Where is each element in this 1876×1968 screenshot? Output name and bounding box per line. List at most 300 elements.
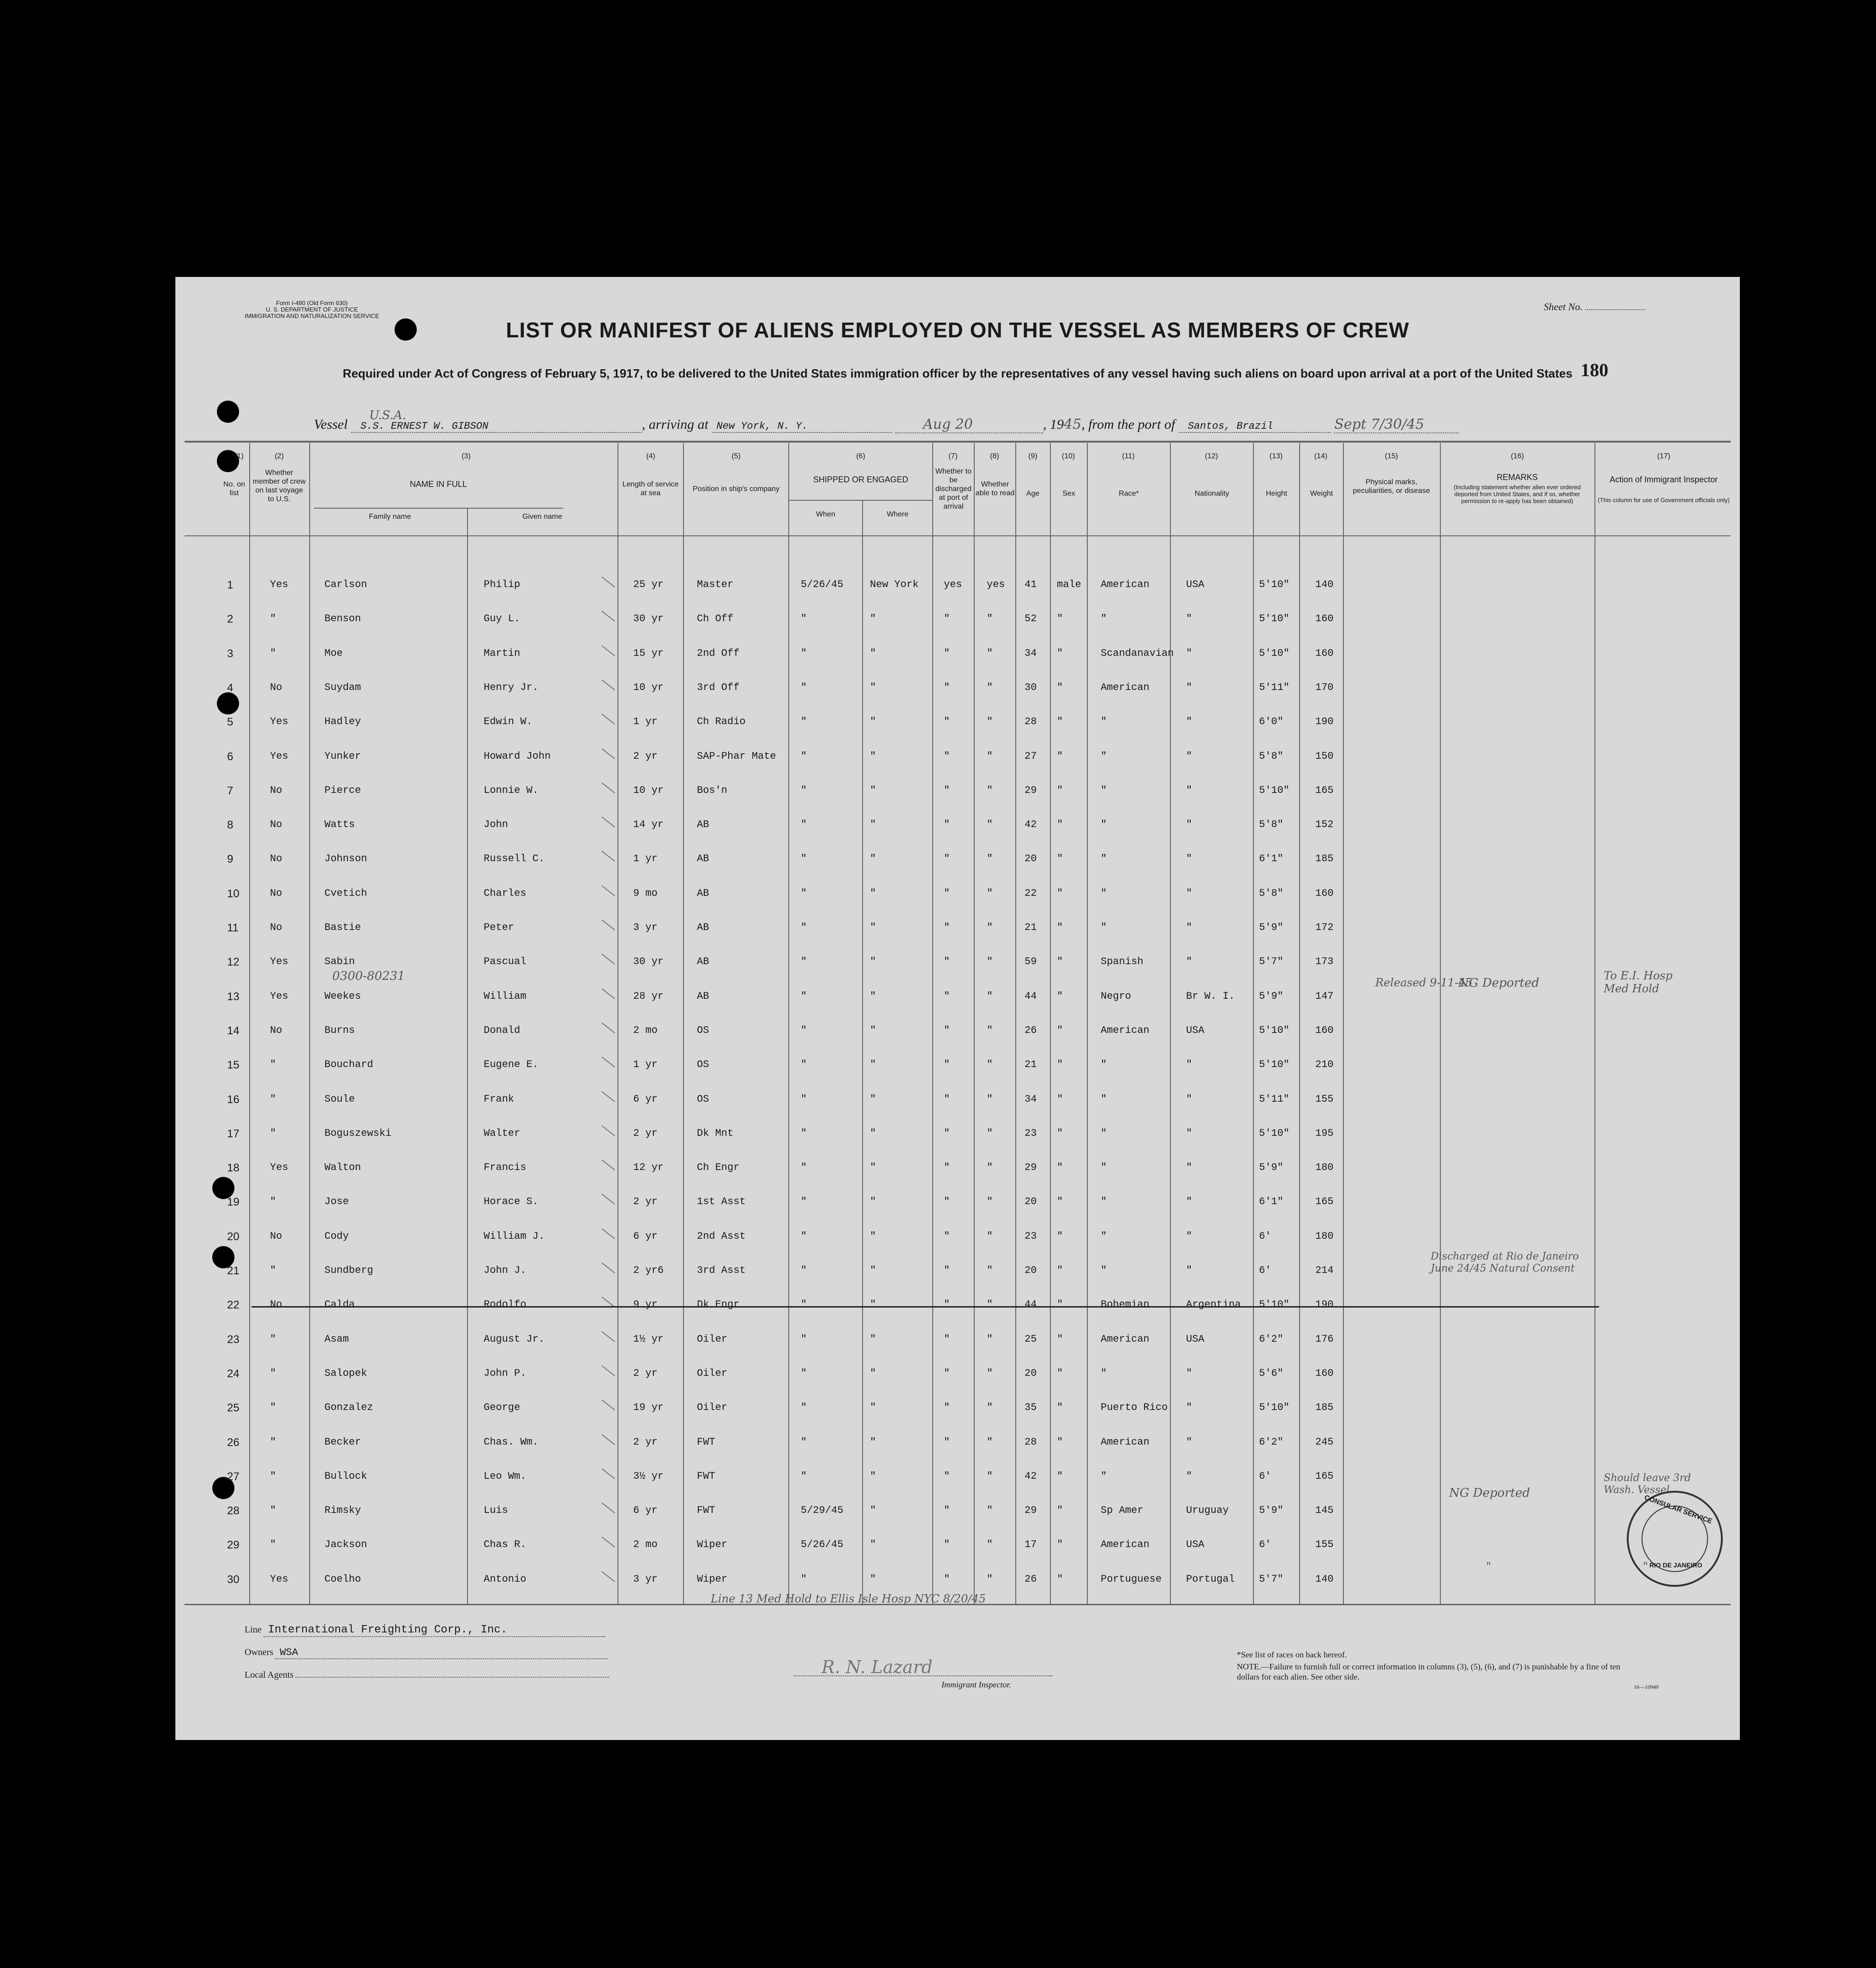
height-cell: 5'8": [1259, 750, 1283, 762]
height-cell: 5'7": [1259, 1573, 1283, 1585]
height-cell: 5'10": [1259, 613, 1290, 625]
last-voyage-cell: ": [270, 1333, 276, 1345]
given-name-cell: Charles: [484, 887, 527, 899]
row-number: 6: [227, 750, 234, 763]
check-mark: [601, 919, 615, 930]
last-voyage-cell: ": [270, 1093, 276, 1105]
family-name-cell: Benson: [324, 613, 361, 625]
position-cell: Oiler: [697, 1367, 728, 1379]
nationality-cell: ": [1186, 1265, 1193, 1276]
discharge-cell: ": [944, 1230, 950, 1242]
service-cell: 14 yr: [633, 819, 664, 831]
last-voyage-cell: ": [270, 1265, 276, 1276]
age-cell: 17: [1025, 1539, 1037, 1551]
row-number: 26: [227, 1436, 240, 1449]
race-cell: American: [1101, 1024, 1150, 1036]
race-cell: ": [1101, 1059, 1107, 1071]
shipped-where-cell: ": [870, 1024, 876, 1036]
discharge-cell: ": [944, 784, 950, 796]
last-voyage-cell: ": [270, 1470, 276, 1482]
shipped-when-cell: ": [801, 853, 807, 865]
table-row: [175, 568, 1740, 601]
check-mark: [601, 816, 615, 828]
sex-cell: ": [1057, 1402, 1063, 1414]
given-name-cell: William: [484, 990, 527, 1002]
read-cell: ": [987, 1196, 993, 1208]
requirement-text: Required under Act of Congress of February 5, 1917, to be delivered to the United States immigration officer by the representatives of any vessel having such aliens on board upon arrival at a port of the United States: [342, 366, 1573, 380]
height-cell: 6': [1259, 1470, 1271, 1482]
read-cell: ": [987, 922, 993, 933]
table-row: [175, 739, 1740, 773]
age-cell: 34: [1025, 647, 1037, 659]
race-cell: Puerto Rico: [1101, 1402, 1168, 1414]
footer-line: Line International Freighting Corp., Inc.: [245, 1624, 605, 1637]
race-cell: ": [1101, 853, 1107, 865]
family-name-cell: Hadley: [324, 716, 361, 728]
row-number: 2: [227, 613, 234, 626]
service-cell: 1 yr: [633, 1059, 658, 1071]
col-num: (7): [948, 452, 958, 460]
height-cell: 5'10": [1259, 1024, 1290, 1036]
family-name-cell: Burns: [324, 1024, 355, 1036]
service-cell: 2 yr: [633, 750, 658, 762]
shipped-when-cell: ": [801, 1367, 807, 1379]
height-cell: 6'0": [1259, 716, 1283, 728]
service-cell: 2 yr: [633, 1436, 658, 1448]
race-cell: ": [1101, 1196, 1107, 1208]
table-row: [175, 774, 1740, 807]
nationality-cell: USA: [1186, 579, 1205, 590]
departure-date: Sept 7/30/45: [1334, 416, 1459, 433]
row-number: 27: [227, 1470, 240, 1483]
check-mark: [601, 1399, 615, 1410]
row22-remark: Discharged at Rio de Janeiro June 24/45 Natural Consent: [1431, 1251, 1579, 1274]
table-top-rule: [185, 441, 1731, 443]
shipped-where-cell: ": [870, 922, 876, 933]
shipped-where-cell: ": [870, 853, 876, 865]
race-cell: Portuguese: [1101, 1573, 1162, 1585]
discharge-cell: ": [944, 956, 950, 968]
header-able-to-read: Whether able to read: [975, 480, 1015, 497]
age-cell: 23: [1025, 1127, 1037, 1139]
position-cell: 3rd Off: [697, 681, 740, 693]
shipped-where-cell: ": [870, 716, 876, 728]
family-name-cell: Moe: [324, 647, 343, 659]
height-cell: 5'8": [1259, 887, 1283, 899]
service-cell: 3½ yr: [633, 1470, 664, 1482]
service-cell: 2 yr: [633, 1367, 658, 1379]
family-name-cell: Boguszewski: [324, 1127, 392, 1139]
height-cell: 5'9": [1259, 1505, 1283, 1517]
bottom-note: Line 13 Med Hold to Ellis Isle Hosp NYC 8/20/45: [711, 1592, 986, 1605]
service-cell: 1 yr: [633, 716, 658, 728]
family-name-cell: Soule: [324, 1093, 355, 1105]
shipped-when-cell: ": [801, 1127, 807, 1139]
table-row: [175, 842, 1740, 876]
race-cell: Bohemian: [1101, 1299, 1150, 1311]
weight-cell: 185: [1315, 1402, 1334, 1414]
row12-id-note: 0300-80231: [332, 969, 405, 983]
nationality-cell: ": [1186, 1230, 1193, 1242]
family-name-cell: Jackson: [324, 1539, 367, 1551]
weight-cell: 180: [1315, 1230, 1334, 1242]
weight-cell: 165: [1315, 1196, 1334, 1208]
header-family-name: Family name: [369, 513, 411, 521]
shipped-when-cell: ": [801, 819, 807, 831]
shipped-when-cell: ": [801, 1265, 807, 1276]
nationality-cell: USA: [1186, 1024, 1205, 1036]
nationality-cell: ": [1186, 613, 1193, 625]
height-cell: 5'10": [1259, 1059, 1290, 1071]
check-mark: [601, 1091, 615, 1102]
weight-cell: 195: [1315, 1127, 1334, 1139]
height-cell: 5'10": [1259, 647, 1290, 659]
weight-cell: 150: [1315, 750, 1334, 762]
col-num: (2): [275, 452, 284, 460]
position-cell: Bos'n: [697, 784, 728, 796]
shipped-when-cell: ": [801, 784, 807, 796]
last-voyage-cell: No: [270, 1230, 282, 1242]
table-row: [175, 945, 1740, 978]
read-cell: ": [987, 1367, 993, 1379]
table-row: [175, 1425, 1740, 1459]
nationality-cell: ": [1186, 784, 1193, 796]
last-voyage-cell: No: [270, 784, 282, 796]
position-cell: 1st Asst: [697, 1196, 746, 1208]
given-name-cell: Luis: [484, 1505, 508, 1517]
table-row: [175, 1219, 1740, 1253]
read-cell: yes: [987, 579, 1005, 590]
check-mark: [601, 885, 615, 896]
given-name-cell: Edwin W.: [484, 716, 533, 728]
shipped-when-cell: ": [801, 613, 807, 625]
row-number: 23: [227, 1333, 240, 1346]
given-name-cell: Henry Jr.: [484, 681, 539, 693]
discharge-cell: ": [944, 681, 950, 693]
read-cell: ": [987, 716, 993, 728]
header-age: Age: [1026, 490, 1040, 498]
nationality-cell: ": [1186, 1162, 1193, 1174]
age-cell: 20: [1025, 1367, 1037, 1379]
check-mark: [601, 954, 615, 965]
flag-note: U.S.A.: [369, 408, 406, 422]
family-name-cell: Pierce: [324, 784, 361, 796]
height-cell: 6': [1259, 1265, 1271, 1276]
sex-cell: ": [1057, 1367, 1063, 1379]
col-num: (16): [1510, 452, 1524, 460]
race-cell: American: [1101, 1436, 1150, 1448]
given-name-cell: Antonio: [484, 1573, 527, 1585]
shipped-subrule: [789, 500, 932, 501]
sex-cell: ": [1057, 1333, 1063, 1345]
given-name-cell: John: [484, 819, 508, 831]
row-number: 15: [227, 1059, 240, 1072]
arrival-port: New York, N. Y.: [712, 420, 892, 433]
race-cell: ": [1101, 1265, 1107, 1276]
position-cell: AB: [697, 853, 709, 865]
given-name-cell: John J.: [484, 1265, 527, 1276]
sex-cell: ": [1057, 647, 1063, 659]
read-cell: ": [987, 956, 993, 968]
given-name-cell: Horace S.: [484, 1196, 539, 1208]
row-number: 30: [227, 1573, 240, 1586]
row28-action: Should leave 3rd Wash. Vessel: [1604, 1472, 1691, 1496]
height-cell: 5'10": [1259, 1402, 1290, 1414]
check-mark: [601, 1228, 615, 1239]
shipped-where-cell: ": [870, 1093, 876, 1105]
row-number: 22: [227, 1299, 240, 1312]
header-no-on-list: No. on list: [223, 480, 246, 497]
race-cell: ": [1101, 1127, 1107, 1139]
row-number: 17: [227, 1127, 240, 1140]
weight-cell: 160: [1315, 887, 1334, 899]
discharge-cell: ": [944, 1093, 950, 1105]
row-number: 13: [227, 990, 240, 1003]
header-length-of-service: Length of service at sea: [622, 480, 679, 497]
last-voyage-cell: No: [270, 922, 282, 933]
family-name-cell: Walton: [324, 1162, 361, 1174]
col-num: (14): [1314, 452, 1328, 460]
row-number: 16: [227, 1093, 240, 1106]
row-number: 7: [227, 784, 234, 797]
row13-remark-2: NG Deported: [1458, 976, 1540, 990]
read-cell: ": [987, 1265, 993, 1276]
stamp-text: CONSULAR SERVICE: [1643, 1494, 1714, 1525]
race-cell: ": [1101, 716, 1107, 728]
service-cell: 9 mo: [633, 887, 658, 899]
shipped-where-cell: ": [870, 887, 876, 899]
table-row: [175, 876, 1740, 910]
last-voyage-cell: ": [270, 647, 276, 659]
check-mark: [601, 1022, 615, 1033]
service-cell: 2 yr: [633, 1127, 658, 1139]
read-cell: ": [987, 647, 993, 659]
weight-cell: 190: [1315, 1299, 1334, 1311]
check-mark: [601, 576, 615, 588]
discharge-cell: ": [944, 1573, 950, 1585]
shipped-when-cell: ": [801, 956, 807, 968]
shipped-where-cell: ": [870, 1436, 876, 1448]
col-num: (3): [462, 452, 471, 460]
position-cell: 2nd Asst: [697, 1230, 746, 1242]
discharge-cell: ": [944, 1299, 950, 1311]
header-weight: Weight: [1310, 490, 1333, 498]
service-cell: 6 yr: [633, 1505, 658, 1517]
race-cell: ": [1101, 1367, 1107, 1379]
family-name-cell: Suydam: [324, 681, 361, 693]
given-name-cell: John P.: [484, 1367, 527, 1379]
height-cell: 5'10": [1259, 1127, 1290, 1139]
shipped-where-cell: ": [870, 1333, 876, 1345]
service-cell: 28 yr: [633, 990, 664, 1002]
height-cell: 6'2": [1259, 1333, 1283, 1345]
family-name-cell: Sundberg: [324, 1265, 373, 1276]
family-name-cell: Cvetich: [324, 887, 367, 899]
given-name-cell: William J.: [484, 1230, 545, 1242]
service-cell: 1 yr: [633, 853, 658, 865]
race-note: *See list of races on back hereof.: [1237, 1650, 1347, 1659]
sex-cell: ": [1057, 1230, 1063, 1242]
check-mark: [601, 748, 615, 759]
check-mark: [601, 1537, 615, 1548]
shipped-where-cell: ": [870, 1367, 876, 1379]
col-num: (5): [731, 452, 741, 460]
arrival-year: 45: [1064, 416, 1082, 432]
weight-cell: 147: [1315, 990, 1334, 1002]
header-physical-marks: Physical marks, peculiarities, or disease: [1353, 478, 1430, 495]
service-cell: 15 yr: [633, 647, 664, 659]
given-name-cell: Donald: [484, 1024, 521, 1036]
row-number: 25: [227, 1402, 240, 1415]
weight-cell: 180: [1315, 1162, 1334, 1174]
nationality-cell: ": [1186, 681, 1193, 693]
given-name-cell: Guy L.: [484, 613, 521, 625]
given-name-cell: Russell C.: [484, 853, 545, 865]
last-voyage-cell: Yes: [270, 1162, 288, 1174]
check-mark: [601, 714, 615, 725]
last-voyage-cell: No: [270, 681, 282, 693]
header-bottom-rule: [185, 535, 1731, 536]
table-row: [175, 1048, 1740, 1081]
shipped-when-cell: ": [801, 990, 807, 1002]
nationality-cell: Portugal: [1186, 1573, 1235, 1585]
service-cell: 2 yr6: [633, 1265, 664, 1276]
service-cell: 2 mo: [633, 1539, 658, 1551]
position-cell: AB: [697, 956, 709, 968]
shipped-when-cell: ": [801, 1162, 807, 1174]
age-cell: 52: [1025, 613, 1037, 625]
given-name-cell: Pascual: [484, 956, 527, 968]
header-position: Position in ship's company: [692, 485, 780, 493]
shipped-when-cell: ": [801, 1024, 807, 1036]
weight-cell: 170: [1315, 681, 1334, 693]
row30-remark: ": [1486, 1560, 1492, 1573]
sex-cell: ": [1057, 1196, 1063, 1208]
family-name-cell: Rimsky: [324, 1505, 361, 1517]
table-row: [175, 1082, 1740, 1116]
race-cell: ": [1101, 1162, 1107, 1174]
given-name-cell: Philip: [484, 579, 521, 590]
shipped-when-cell: ": [801, 681, 807, 693]
age-cell: 41: [1025, 579, 1037, 590]
race-cell: American: [1101, 1539, 1150, 1551]
vessel-name: S.S. ERNEST W. GIBSON: [351, 420, 642, 433]
check-mark: [601, 1571, 615, 1582]
row-number: 28: [227, 1505, 240, 1518]
family-name-cell: Gonzalez: [324, 1402, 373, 1414]
sex-cell: ": [1057, 1436, 1063, 1448]
height-cell: 5'10": [1259, 579, 1290, 590]
discharge-cell: ": [944, 1436, 950, 1448]
race-cell: American: [1101, 681, 1150, 693]
family-name-cell: Becker: [324, 1436, 361, 1448]
read-cell: ": [987, 613, 993, 625]
row-number: 14: [227, 1024, 240, 1037]
last-voyage-cell: ": [270, 613, 276, 625]
sex-cell: ": [1057, 956, 1063, 968]
sex-cell: ": [1057, 1573, 1063, 1585]
age-cell: 26: [1025, 1573, 1037, 1585]
height-cell: 6': [1259, 1539, 1271, 1551]
read-cell: ": [987, 819, 993, 831]
race-cell: ": [1101, 1093, 1107, 1105]
check-mark: [601, 782, 615, 793]
col-num: (15): [1385, 452, 1398, 460]
shipped-when-cell: ": [801, 1573, 807, 1585]
height-cell: 5'9": [1259, 1162, 1283, 1174]
owners-value: WSA: [275, 1647, 607, 1659]
given-name-cell: Chas. Wm.: [484, 1436, 539, 1448]
last-voyage-cell: Yes: [270, 716, 288, 728]
discharge-cell: ": [944, 819, 950, 831]
sex-cell: ": [1057, 1470, 1063, 1482]
last-voyage-cell: No: [270, 853, 282, 865]
discharge-cell: ": [944, 1539, 950, 1551]
position-cell: Ch Engr: [697, 1162, 740, 1174]
given-name-cell: Eugene E.: [484, 1059, 539, 1071]
race-cell: American: [1101, 579, 1150, 590]
table-row: [175, 1288, 1740, 1321]
last-voyage-cell: Yes: [270, 750, 288, 762]
table-row: [175, 1151, 1740, 1184]
discharge-cell: ": [944, 922, 950, 933]
height-cell: 6'1": [1259, 853, 1283, 865]
shipped-when-cell: 5/26/45: [801, 579, 844, 590]
given-name-cell: Francis: [484, 1162, 527, 1174]
position-cell: Wiper: [697, 1539, 728, 1551]
inspector-label: Immigrant Inspector.: [941, 1680, 1011, 1689]
form-code: 16—10949: [1634, 1684, 1659, 1690]
family-name-cell: Carlson: [324, 579, 367, 590]
name-subrule: [314, 508, 563, 509]
nationality-cell: ": [1186, 853, 1193, 865]
sex-cell: ": [1057, 990, 1063, 1002]
service-cell: 2 yr: [633, 1196, 658, 1208]
family-name-cell: Yunker: [324, 750, 361, 762]
read-cell: ": [987, 887, 993, 899]
nationality-cell: ": [1186, 887, 1193, 899]
sex-cell: ": [1057, 613, 1063, 625]
col-num: (8): [990, 452, 999, 460]
weight-cell: 155: [1315, 1539, 1334, 1551]
row-number: 29: [227, 1539, 240, 1552]
service-cell: 2 mo: [633, 1024, 658, 1036]
header-where: Where: [887, 510, 909, 518]
nationality-cell: ": [1186, 956, 1193, 968]
check-mark: [601, 1056, 615, 1068]
sex-cell: ": [1057, 1539, 1063, 1551]
read-cell: ": [987, 1573, 993, 1585]
read-cell: ": [987, 1093, 993, 1105]
nationality-cell: USA: [1186, 1539, 1205, 1551]
position-cell: AB: [697, 990, 709, 1002]
sex-cell: ": [1057, 750, 1063, 762]
sex-cell: ": [1057, 1093, 1063, 1105]
last-voyage-cell: No: [270, 819, 282, 831]
height-cell: 5'9": [1259, 990, 1283, 1002]
manifest-sheet: [175, 277, 1740, 1740]
position-cell: OS: [697, 1093, 709, 1105]
shipped-where-cell: ": [870, 1470, 876, 1482]
row-number: 21: [227, 1265, 240, 1277]
given-name-cell: Lonnie W.: [484, 784, 539, 796]
given-name-cell: Howard John: [484, 750, 551, 762]
sex-cell: ": [1057, 681, 1063, 693]
check-mark: [601, 1468, 615, 1479]
age-cell: 28: [1025, 716, 1037, 728]
weight-cell: 185: [1315, 853, 1334, 865]
nationality-cell: ": [1186, 1196, 1193, 1208]
